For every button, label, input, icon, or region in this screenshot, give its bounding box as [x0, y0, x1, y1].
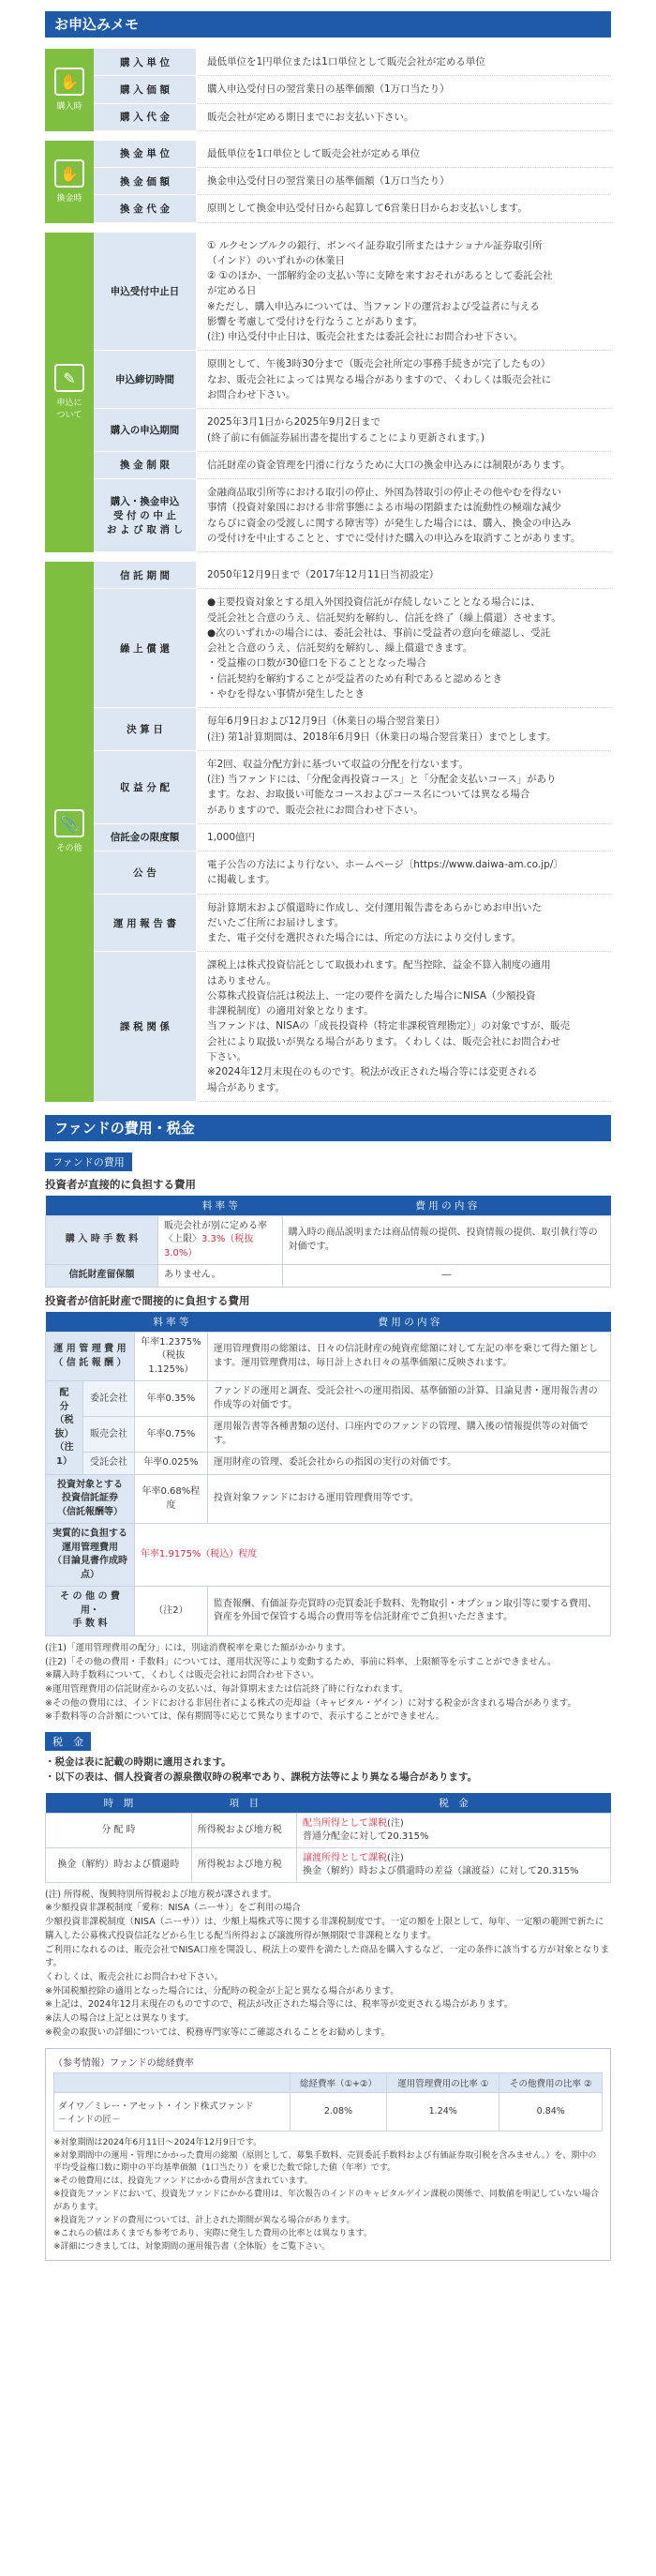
table-row: [46, 1524, 611, 1587]
others-label: そ の 他 の 費 用・ 手 数 料: [46, 1587, 135, 1636]
row-content: 購入時の商品説明または商品情報の提供、投資情報の提供、取引執行等の対価です。: [282, 1215, 610, 1265]
row-rate: 販売会社が別に定める率 〈上限〉3.3%（税抜3.0%）: [158, 1215, 283, 1265]
tax-notes: (注) 所得税、復興特別所得税および地方税が課されます。 ※少額投資非課税制度「愛称：NISA（ニーサ）」をご利用の場合 少額投資非課税制度（NISA（ニーサ））は、少額上場株式等に関する非課税制度です。一定の額を上限として、毎年、一定額の範囲で新たに購入した公募株式投資信託などから生じる配当所得および譲渡所得が無期限で非課税となります。 ご利用になれるのは、販売会社でNISA口座を開設し、税法上の要件を満たした商品を購入するなど、一定の条件に該当する方が対象となります。 くわしくは、販売会社にお問合わせ下さい。 ※外国税額控除の適用となった場合には、分配時の税金が上記と異なる場合があります。 ※上記は、2024年12月末現在のものですので、税法が改正された場合等には、税率等が変更される場合があります。 ※法人の場合は上記とは異なります。 ※税金の取扱いの詳細については、税務専門家等にご確認されることをお勧めします。: [45, 1889, 610, 2038]
table-row: [46, 1215, 611, 1265]
breakdown-label: 配 分 （税抜） （注1）: [46, 1381, 83, 1475]
row-value: 毎計算期末および償還時に作成し、交付運用報告書をあらかじめお申出いた だいたご住所にお届けします。 また、電子交付を選択された場合には、所定の方法により交付します。: [197, 894, 611, 952]
row-value: 換金申込受付日の翌営業日の基準価額（1万口当たり）: [197, 168, 611, 195]
ratio-col: 運用管理費用の比率 ①: [386, 2072, 499, 2092]
pencil-icon: ✎: [54, 364, 84, 392]
direct-cost-table: [45, 1196, 611, 1288]
row-label: 換 金 価 額: [94, 168, 197, 195]
row-label: 購入・換金申込 受 付 の 中 止 お よ び 取 消 し: [94, 479, 197, 552]
ratio-mgmt: 1.24%: [386, 2092, 499, 2131]
table-row: [94, 409, 611, 452]
row-label: 換 金 単 位: [94, 141, 197, 168]
row-label: 信託金の限度額: [94, 823, 197, 851]
row-label: 公 告: [94, 851, 197, 895]
purchase-hand-icon: ✋: [54, 68, 84, 96]
row-value: 1,000億円: [197, 823, 611, 851]
indirect-heading: 投資者が信託財産で間接的に負担する費用: [45, 1293, 250, 1307]
redeem-side-label: 換金時: [56, 194, 82, 204]
other-side: [45, 562, 94, 1102]
table-row: [94, 168, 611, 195]
row-label: 運 用 報 告 書: [94, 894, 197, 952]
redeem-hand-icon: ✋: [54, 159, 84, 188]
table-row: [94, 351, 611, 409]
row-value: 電子公告の方法により行ない、ホームページ〔https://www.daiwa-am.co.jp/〕 に掲載します。: [197, 851, 611, 895]
others-content: 監査報酬、有価証券売買時の売買委託手数料、先物取引・オプション取引等に要する費用、資産を外国で保管する場合の費用等を信託財産でご負担いただきます。: [207, 1587, 610, 1636]
table-row: [46, 1417, 611, 1453]
indirect-cost-table: [45, 1312, 611, 1636]
row-label: 換 金 制 限: [94, 451, 197, 478]
tax-when: 分 配 時: [46, 1813, 192, 1847]
fee-notes: (注1)「運用管理費用の配分」には、別途消費税率を乗じた額がかかります。 (注2)「その他の費用・手数料」については、運用状況等により変動するため、事前に料率、上限額等を示すことができません。 ※購入時手数料について、くわしくは販売会社にお問合わせ下さい。 ※運用管理費用の信託財産からの支払いは、毎計算期末または信託終了時に行なわれます。 ※その他の費用には、インドにおける非居住者による株式の売却益（キャピタル・ゲイン）に対する税金が含まれる場合があります。 ※手数料等の合計額については、保有期間等に応じて異なりますので、表示することができません。: [45, 1642, 577, 1723]
tax-col-when: 時 期: [46, 1793, 192, 1814]
ratio-total: 2.08%: [290, 2092, 386, 2131]
table-row: [94, 851, 611, 895]
row-label: 購 入 時 手 数 料: [46, 1215, 158, 1265]
row-label: 信 託 期 間: [94, 562, 197, 589]
other-side-label: その他: [56, 844, 82, 854]
table-row: [94, 479, 611, 552]
table-row: [46, 1332, 611, 1381]
effective-label: 実質的に負担する 運用管理費用 （目論見書作成時点）: [46, 1524, 135, 1587]
ref-title: （参考情報）ファンドの総経費率: [53, 2057, 194, 2069]
row-rate: ありません。: [158, 1265, 283, 1288]
row-label: 申込受付中止日: [94, 233, 197, 351]
ref-notes: ※対象期間は2024年6月11日～2024年12月9日です。 ※対象期間中の運用・管理にかかった費用の総額（原則として、募集手数料、売買委託手数料および有価証券取引税を含みません。）を、期中の平均受益権口数に期中の平均基準価額（1口当たり）を乗じた数で除した値（年率）です。 ※その他費用には、投資先ファンドにかかる費用が含まれています。 ※投資先ファンドにおいて、投資先ファンドにかかる費用は、年次報告のインドのキャピタルゲイン課税の関係で、同数値を明記していない場合があります。 ※投資先ファンドの費用については、計上された期間が異なる場合があります。 ※これらの値はあくまでも参考であり、実際に発生した費用の比率とは異なります。 ※詳細につきましては、対象期間の運用報告書（全体版）をご覧下さい。: [53, 2137, 600, 2252]
breakdown-name: 受託会社: [83, 1453, 135, 1475]
row-value: 2025年3月1日から2025年9月2日まで (終了前に有価証券届出書を提出することにより更新されます。): [197, 409, 611, 452]
others-rate: （注2）: [134, 1587, 207, 1636]
breakdown-name: 委託会社: [83, 1381, 135, 1417]
row-value: ① ルクセンブルクの銀行、ボンベイ証券取引所またはナショナル証券取引所 （インド）のいずれかの休業日 ② ①のほか、一部解約金の支払い等に支障を来すおそれがあるとして委託会社 が定める日 ※ただし、購入申込みについては、当ファンドの運営および受益者に与える 影響を考慮して受付けを行なうことがあります。 (注) 申込受付中止日は、販売会社または委託会社にお問合わせ下さい。: [197, 233, 611, 351]
table-row: [94, 103, 611, 130]
table-row: [94, 49, 611, 76]
memo-title: お申込みメモ: [45, 11, 611, 38]
ratio-other: 0.84%: [499, 2092, 603, 2131]
breakdown-content: 運用財産の管理、委託会社からの指図の実行の対価です。: [207, 1453, 610, 1475]
row-value: 原則として、午後3時30分まで（販売会社所定の事務手続きが完了したもの） なお、販売会社によっては異なる場合がありますので、くわしくは販売会社に お問合わせ下さい。: [197, 351, 611, 409]
row-value: 最低単位を1円単位または1口単位として販売会社が定める単位: [197, 49, 611, 76]
indirect-col-rate: 料 率 等: [134, 1312, 207, 1333]
ratio-col: 総経費率（①+②）: [290, 2072, 386, 2092]
redeem-table: [94, 141, 611, 223]
row-label: 繰 上 償 還: [94, 589, 197, 708]
mgmt-label: 運 用 管 理 費 用 （ 信 託 報 酬 ）: [46, 1332, 135, 1381]
application-block: [45, 233, 611, 553]
row-label: 換 金 代 金: [94, 195, 197, 222]
breakdown-name: 販売会社: [83, 1417, 135, 1453]
cost-tab: ファンドの費用: [45, 1152, 132, 1171]
row-label: 決 算 日: [94, 708, 197, 751]
row-label: 購 入 単 位: [94, 49, 197, 76]
tax-intro: ・税金は表に記載の時期に適用されます。 ・以下の表は、個人投資者の源泉徴収時の税率であり、課税方法等により異なる場合があります。: [45, 1756, 478, 1784]
indirect-col-content: 費 用 の 内 容: [207, 1312, 610, 1333]
tax-col-tax: 税 金: [296, 1793, 610, 1814]
effective-rate: 年率1.9175%（税込）程度: [134, 1524, 610, 1587]
row-content: ―: [282, 1265, 610, 1288]
ratio-col: その他費用の比率 ②: [499, 2072, 603, 2092]
table-row: [94, 76, 611, 103]
row-label: 信託財産留保額: [46, 1265, 158, 1288]
table-row: [94, 589, 611, 708]
row-value: 最低単位を1口単位として販売会社が定める単位: [197, 141, 611, 168]
row-value: 購入申込受付日の翌営業日の基準価額（1万口当たり）: [197, 76, 611, 103]
paperclip-icon: 📎: [54, 809, 84, 837]
target-fund-rate: 年率0.68%程度: [134, 1474, 207, 1524]
table-row: [46, 1265, 611, 1288]
table-row: [46, 1813, 611, 1847]
tax-value: 配当所得として課税(注) 普通分配金に対して20.315%: [296, 1813, 610, 1847]
purchase-block: [45, 49, 611, 131]
table-row: [46, 1453, 611, 1475]
row-value: 毎年6月9日および12月9日（休業日の場合翌営業日） (注) 第1計算期間は、2018年6月9日（休業日の場合翌営業日）までとします。: [197, 708, 611, 751]
table-row: [94, 233, 611, 351]
row-label: 課 税 関 係: [94, 952, 197, 1101]
table-row: [46, 1474, 611, 1524]
tax-col-item: 項 目: [191, 1793, 296, 1814]
direct-col-rate: 料 率 等: [158, 1196, 283, 1216]
redeem-side: [45, 141, 94, 223]
row-label: 申込締切時間: [94, 351, 197, 409]
row-label: 購 入 代 金: [94, 103, 197, 130]
row-value: 金融商品取引所等における取引の停止、外国為替取引の停止その他やむを得ない 事情（投資対象国における非常事態による市場の閉鎖または流動性の極端な減少 ならびに資金の受渡しに関する障害等）が発生した場合には、購入、換金の申込み の受付けを中止することと、すでに受付けた購入の申込みを取消すことがあります。: [197, 479, 611, 552]
application-side-label: 申込に ついて: [56, 399, 82, 421]
breakdown-rate: 年率0.025%: [134, 1453, 207, 1475]
ratio-col: [54, 2072, 291, 2092]
row-label: 収 益 分 配: [94, 750, 197, 823]
table-row: [94, 141, 611, 168]
table-row: [94, 451, 611, 478]
ratio-table: [53, 2072, 603, 2132]
expense-ratio-box: [45, 2048, 611, 2261]
application-side: [45, 233, 94, 553]
table-row: [46, 1381, 611, 1417]
table-row: [54, 2092, 603, 2131]
mgmt-content: 運用管理費用の総額は、日々の信託財産の純資産総額に対して左記の率を乗じて得た額とします。運用管理費用は、毎日計上され日々の基準価額に反映されます。: [207, 1332, 610, 1381]
other-block: [45, 562, 611, 1102]
other-table: [94, 562, 611, 1102]
redeem-block: [45, 141, 611, 223]
table-row: [94, 952, 611, 1101]
breakdown-rate: 年率0.75%: [134, 1417, 207, 1453]
tax-item: 所得税および地方税: [191, 1847, 296, 1882]
row-value: 原則として換金申込受付日から起算して6営業日目からお支払いします。: [197, 195, 611, 222]
tax-when: 換金（解約）時および償還時: [46, 1847, 192, 1882]
target-fund-content: 投資対象ファンドにおける運用管理費用等です。: [207, 1474, 610, 1524]
application-table: [94, 233, 611, 553]
table-row: [94, 195, 611, 222]
table-row: [94, 708, 611, 751]
row-value: 信託財産の資金管理を円滑に行なうために大口の換金申込みには制限があります。: [197, 451, 611, 478]
breakdown-content: ファンドの運用と調査、受託会社への運用指図、基準価額の計算、目論見書・運用報告書の作成等の対価です。: [207, 1381, 610, 1417]
table-row: [46, 1587, 611, 1636]
table-row: [94, 894, 611, 952]
row-value: 販売会社が定める期日までにお支払い下さい。: [197, 103, 611, 130]
tax-value: 譲渡所得として課税(注) 換金（解約）時および償還時の差益（譲渡益）に対して20.315%: [296, 1847, 610, 1882]
row-value: 課税上は株式投資信託として取扱われます。配当控除、益金不算入制度の適用 はありません。 公募株式投資信託は税法上、一定の要件を満たした場合にNISA（少額投資 非課税制度）の適用対象となります。 当ファンドは、NISAの「成長投資枠（特定非課税管理勘定）」の対象ですが、販売 会社により取扱いが異なる場合があります。くわしくは、販売会社にお問合わせ 下さい。 ※2024年12月末現在のものです。税法が改正された場合等には変更される 場合があります。: [197, 952, 611, 1101]
fund-name: ダイワ／ミレー・アセット・インド株式ファンド －インドの匠－: [54, 2092, 291, 2131]
row-value: 年2回、収益分配方針に基づいて収益の分配を行ないます。 (注) 当ファンドには、「分配金再投資コース」と「分配金支払いコース」があり ます。なお、お取扱い可能なコースおよびコース名については異なる場合 がありますので、販売会社にお問合わせ下さい。: [197, 750, 611, 823]
row-value: ●主要投資対象とする組入外国投資信託が存続しないこととなる場合には、 受託会社と合意のうえ、信託契約を解約し、信託を終了（繰上償還）させます。 ●次のいずれかの場合には、委託会社は、事前に受益者の意向を確認し、受託 会社と合意のうえ、信託契約を解約し、繰上償還できます。 ・受益権の口数が30億口を下ることとなった場合 ・信託契約を解約することが受益者のため有利であると認めるとき ・やむを得ない事情が発生したとき: [197, 589, 611, 708]
purchase-side: [45, 49, 94, 131]
direct-col-content: 費 用 の 内 容: [282, 1196, 610, 1216]
target-fund-label: 投資対象とする 投資信託証券 （信託報酬等）: [46, 1474, 135, 1524]
breakdown-content: 運用報告書等各種書類の送付、口座内でのファンドの管理、購入後の情報提供等の対価です。: [207, 1417, 610, 1453]
row-value: 2050年12月9日まで（2017年12月11日当初設定）: [197, 562, 611, 589]
table-row: [46, 1847, 611, 1882]
purchase-table: [94, 49, 611, 131]
mgmt-rate: 年率1.2375% （税抜1.125%）: [134, 1332, 207, 1381]
tax-tab: 税 金: [45, 1732, 91, 1751]
row-label: 購 入 価 額: [94, 76, 197, 103]
fees-title: ファンドの費用・税金: [45, 1115, 611, 1141]
table-row: [94, 750, 611, 823]
table-row: [94, 562, 611, 589]
purchase-side-label: 購入時: [56, 102, 82, 113]
tax-item: 所得税および地方税: [191, 1813, 296, 1847]
table-row: [94, 823, 611, 851]
direct-heading: 投資者が直接的に負担する費用: [45, 1177, 196, 1191]
row-label: 購入の申込期間: [94, 409, 197, 452]
tax-table: [45, 1793, 611, 1883]
breakdown-rate: 年率0.35%: [134, 1381, 207, 1417]
